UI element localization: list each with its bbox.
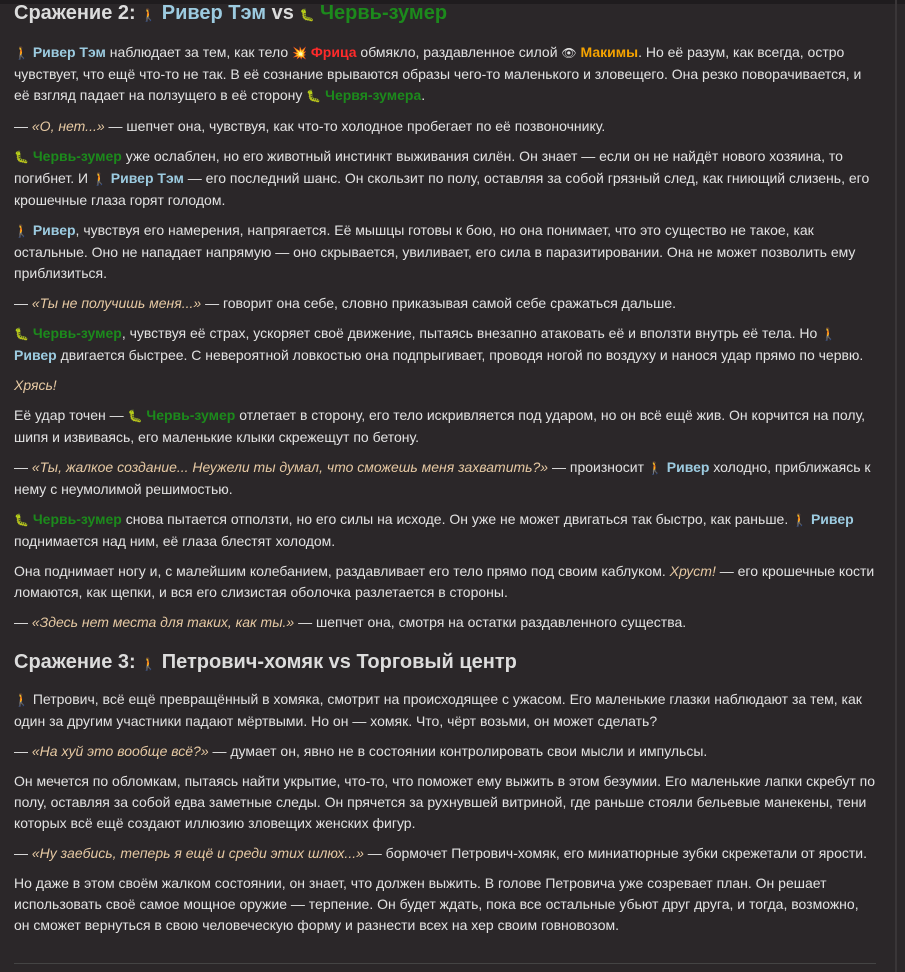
character-emoji-icon: 🚶 xyxy=(14,46,29,60)
character-emoji-icon: 🐛 xyxy=(299,8,315,22)
character-emoji-icon: 🚶 xyxy=(91,172,107,186)
section-heading xyxy=(14,0,876,28)
text-segment: уже ослаблен, но его животный инстинкт выживания силён. Он знает — если он не найдёт нового хозяина, то погибнет. И xyxy=(14,148,843,186)
character-name: Червь-зумер xyxy=(314,2,448,24)
text-segment: — xyxy=(14,743,32,759)
story-paragraph xyxy=(14,116,876,137)
text-segment: поднимается над ним, её глаза блестят холодом. xyxy=(14,533,336,549)
text-segment: Петрович-хомяк vs Торговый центр xyxy=(156,651,517,673)
story-paragraph xyxy=(14,405,876,448)
text-segment: . Но её разум, как всегда, остро чувствует, что ещё что-то не так. В её сознание врываются образы чего-то маленького и зловещего. Она резко поворачивается, и её взгляд падает на ползущего в её сторону xyxy=(14,44,862,103)
text-segment: Петрович, всё ещё превращённый в хомяка, смотрит на происходящее с ужасом. Его маленькие глазки наблюдают за тем, как один за другим участники падают мёртвыми. Но он — хомяк. Что, чёрт возьми, он может сделать? xyxy=(14,691,862,729)
text-segment: — думает он, явно не в состоянии контролировать свои мысли и импульсы. xyxy=(208,743,708,759)
text-segment: — его последний шанс. Он скользит по полу, оставляя за собой грязный след, как гниющий слизень, его крошечные глаза горят голодом. xyxy=(14,170,870,208)
text-segment: снова пытается отползти, но его силы на исходе. Он уже не может двигаться так быстро, как раньше. xyxy=(121,511,793,527)
text-segment: — xyxy=(14,459,32,475)
character-emoji-icon: 🚶 xyxy=(141,657,157,671)
story-paragraph xyxy=(14,220,876,284)
dialogue-quote: «Ты не получишь меня...» xyxy=(31,295,202,311)
character-name: Червь-зумер xyxy=(28,511,122,527)
character-name: Ривер xyxy=(662,459,710,475)
story-paragraph xyxy=(14,323,876,366)
dialogue-quote: Хруст! xyxy=(669,563,716,579)
story-paragraph xyxy=(14,293,876,314)
text-segment: двигается быстрее. С невероятной ловкостью она подпрыгивает, проводя ногой по воздуху и нанося удар прямо по червю. xyxy=(56,347,864,363)
character-emoji-icon: 🐛 xyxy=(127,409,143,423)
text-segment: Её удар точен — xyxy=(14,407,128,423)
text-segment: . xyxy=(421,87,426,103)
story-paragraph xyxy=(14,612,876,633)
character-emoji-icon: 🐛 xyxy=(14,327,29,341)
text-segment: — его крошечные кости ломаются, как щепки, и вся его слизистая оболочка разлетается в стороны. xyxy=(14,563,875,600)
character-name: Ривер Тэм xyxy=(106,170,184,186)
text-segment: Сражение 2: xyxy=(14,2,142,24)
character-emoji-icon: 🚶 xyxy=(647,461,663,475)
character-emoji-icon: 🚶 xyxy=(821,327,837,341)
text-segment: обмякло, раздавленное силой xyxy=(356,44,562,60)
character-name: Червь-зумер xyxy=(28,148,122,164)
character-name: Червь-зумер xyxy=(28,325,122,341)
story-paragraph xyxy=(14,375,876,396)
dialogue-quote: «Ну заебись, теперь я ещё и среди этих шлюх...» xyxy=(31,845,364,861)
text-segment: — произносит xyxy=(548,459,648,475)
divider xyxy=(14,963,876,964)
text-segment: — xyxy=(14,845,32,861)
story-paragraph xyxy=(14,843,876,864)
chat-message-content xyxy=(14,0,876,945)
character-emoji-icon: 🚶 xyxy=(14,224,29,238)
text-segment: vs xyxy=(266,2,300,24)
character-name: Ривер Тэм xyxy=(156,2,267,24)
character-emoji-icon: 🐛 xyxy=(14,513,29,527)
story-paragraph xyxy=(14,873,876,936)
character-name: Макимы xyxy=(576,44,639,60)
text-segment: — говорит она себе, словно приказывая самой себе сражаться дальше. xyxy=(201,295,676,311)
text-segment: Он мечется по обломкам, пытаясь найти укрытие, что-то, что поможет ему выжить в этом безумии. Его маленькие лапки скребут по полу, оставляя за собой едва заметные следы. Он прячется за рухнувшей витриной, где раньше стояли бельевые манекены, тени которых всё ещё создают иллюзию зловещих женских фигур. xyxy=(14,773,875,831)
story-paragraph xyxy=(14,561,876,603)
character-emoji-icon: 🐛 xyxy=(14,150,29,164)
character-name: Червь-зумер xyxy=(142,407,236,423)
text-segment: Сражение 3: xyxy=(14,651,142,673)
character-emoji-icon: 👁 xyxy=(561,46,577,60)
text-segment: Но даже в этом своём жалком состоянии, он знает, что должен выжить. В голове Петровича уже созревает план. Он решает использовать своё самое мощное оружие — терпение. Он будет ждать, пока все остальные убьют друг друга, и тогда, возможно, он сможет вернуться в свою человеческую форму и разнести всех на хер своим говновозом. xyxy=(14,875,859,933)
text-segment: , чувствуя его намерения, напрягается. Её мышцы готовы к бою, но она понимает, что это существо не такое, как остальные. Оно не нападает напрямую — оно скрывается, увиливает, его сила в паразитировании. Она не может позволить ему приблизиться. xyxy=(14,222,856,281)
dialogue-quote: «О, нет...» xyxy=(31,118,105,134)
dialogue-quote: «Здесь нет места для таких, как ты.» xyxy=(31,614,295,630)
dialogue-quote: «На хуй это вообще всё?» xyxy=(31,743,209,759)
character-name: Ривер xyxy=(28,222,76,238)
text-segment: — xyxy=(14,614,32,630)
text-segment: — бормочет Петрович-хомяк, его миниатюрные зубки скрежетали от ярости. xyxy=(363,845,867,861)
text-segment: наблюдает за тем, как тело xyxy=(105,44,292,60)
text-segment: — шепчет она, смотря на остатки раздавленного существа. xyxy=(294,614,687,630)
text-segment: отлетает в сторону, его тело искривляется под ударом, но он всё ещё жив. Он корчится на полу, шипя и извиваясь, его маленькие клыки скрежещут по бетону. xyxy=(14,407,866,445)
text-segment: холодно, приближаясь к нему с неумолимой решимостью. xyxy=(14,459,871,497)
text-segment: — xyxy=(14,118,32,134)
text-segment: Она поднимает ногу и, с малейшим колебанием, раздавливает его тело прямо под своим каблуком. xyxy=(14,563,670,579)
story-paragraph xyxy=(14,771,876,834)
story-paragraph xyxy=(14,509,876,552)
dialogue-quote: Хрясь! xyxy=(14,377,57,393)
story-paragraph xyxy=(14,689,876,732)
character-name: Ривер xyxy=(807,511,854,527)
character-name: Фрица xyxy=(306,44,357,60)
section-heading xyxy=(14,649,876,677)
character-name: Ривер xyxy=(14,347,57,363)
story-paragraph xyxy=(14,146,876,211)
story-paragraph xyxy=(14,741,876,762)
text-segment: , чувствуя её страх, ускоряет своё движение, пытаясь внезапно атаковать её и вползти внутрь её тела. Но xyxy=(121,325,822,341)
character-emoji-icon: 🐛 xyxy=(306,89,322,103)
character-emoji-icon: 🚶 xyxy=(792,513,808,527)
character-name: Ривер Тэм xyxy=(28,44,106,60)
text-segment: — шепчет она, чувствуя, как что-то холодное пробегает по её позвоночнику. xyxy=(104,118,606,134)
character-name: Червя-зумера xyxy=(321,87,422,103)
dialogue-quote: «Ты, жалкое создание... Неужели ты думал, что сможешь меня захватить?» xyxy=(31,459,549,475)
story-paragraph xyxy=(14,42,876,107)
scrollbar[interactable] xyxy=(895,0,897,972)
story-paragraph xyxy=(14,457,876,500)
text-segment: — xyxy=(14,295,32,311)
character-emoji-icon: 🚶 xyxy=(141,8,157,22)
character-emoji-icon: 💥 xyxy=(292,46,307,60)
character-emoji-icon: 🚶 xyxy=(14,693,29,707)
